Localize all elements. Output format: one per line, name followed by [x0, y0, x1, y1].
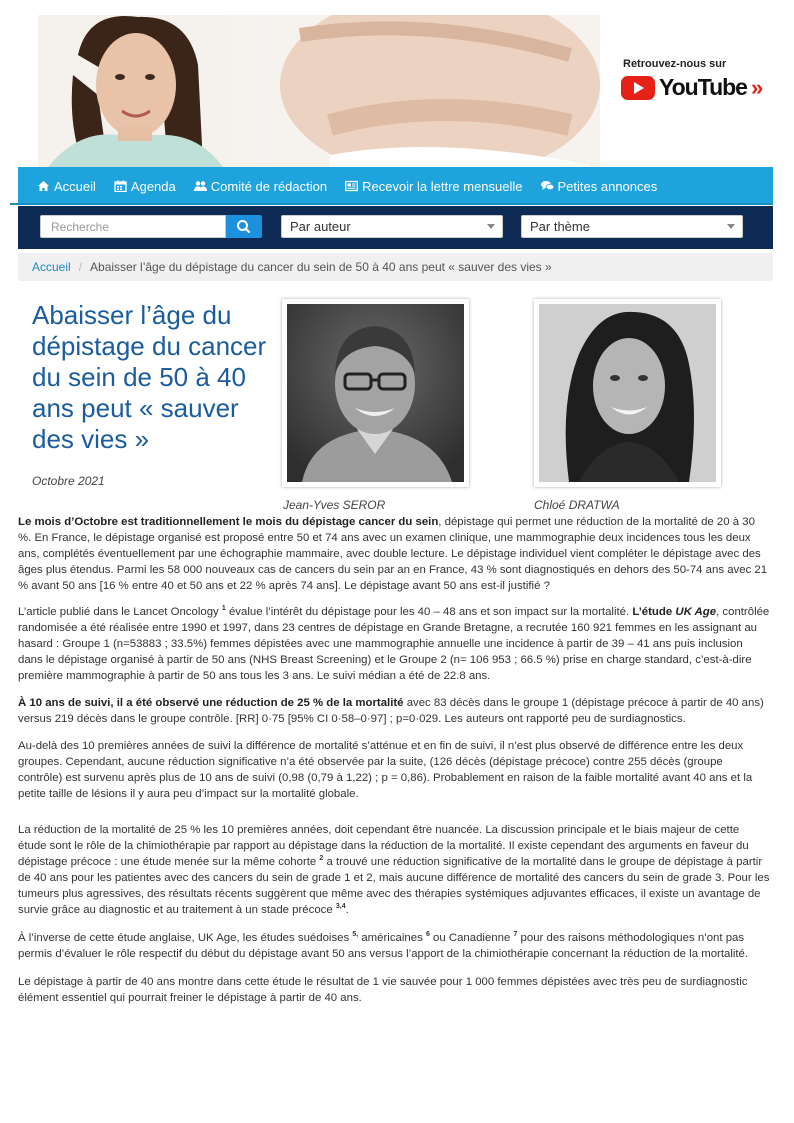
- article-paragraph-6: [18, 930, 770, 962]
- breadcrumb: [18, 253, 773, 281]
- paragraph-bold-italic: UK Age: [675, 606, 717, 618]
- youtube-promo[interactable]: [621, 58, 771, 101]
- theme-select[interactable]: [521, 215, 743, 238]
- search-input[interactable]: Recherche: [40, 215, 226, 238]
- article-title: Abaisser l’âge du dépistage du cancer du sein de 50 à 40 ans peut « sauver des vies »: [32, 300, 267, 454]
- chevron-down-icon: [487, 224, 495, 229]
- paragraph-bold-lead: À 10 ans de suivi, il a été observé une réduction de 25 % de la mortalité: [18, 697, 404, 709]
- woman-portrait-image: [539, 304, 716, 482]
- paragraph-bold: L’étude: [632, 606, 676, 618]
- article-paragraph-7: Le dépistage à partir de 40 ans montre dans cette étude le résultat de 1 vie sauvée pour 1 000 femmes dépistées avec très peu de surdiagnostic élément essentiel qui pourrait freiner le dépistage à partir de 40 ans.: [18, 976, 748, 1004]
- footnote-ref[interactable]: 2: [319, 855, 324, 863]
- footnote-ref[interactable]: 5,: [352, 931, 359, 939]
- pregnant-belly-image: [270, 15, 600, 167]
- author-select[interactable]: [281, 215, 503, 238]
- article-date: Octobre 2021: [32, 474, 105, 488]
- woman-portrait-image: [38, 15, 228, 167]
- footnote-ref[interactable]: 7: [513, 931, 518, 939]
- footnote-ref[interactable]: 6: [425, 931, 430, 939]
- author-photo-dratwa: [534, 299, 721, 487]
- chevron-down-icon: [727, 224, 735, 229]
- paragraph-text: , dépistage qui permet une réduction de la mortalité de 20 à 30 %. En France, le dépistage organisé est proposé entre 50 et 74 ans avec un examen clinique, une mammographie deux incidences tous les deux ans, complétés éventuellement par une échographie mammaire, avec double lecture. Le dépistage individuel vient compléter le dépistage avec des âges plus étendus. Parmi les 58 000 nouveaux cas de cancers du sein par an en France, 43 % sont diagnostiqués en dehors des 50-74 ans avec 21 % avant 50 ans [16 % entre 40 et 50 ans et 22 % après 74 ans]. Le dépistage avant 50 ans est-il justifié ?: [18, 516, 768, 592]
- breadcrumb-home-link[interactable]: Accueil: [32, 260, 71, 274]
- footnote-ref[interactable]: 3,4: [335, 903, 346, 911]
- paragraph-text: évalue l’intérêt du dépistage pour les 40 – 48 ans et son impact sur la mortalité.: [225, 606, 633, 618]
- newsletter-icon: [345, 180, 358, 192]
- double-chevron-right-icon: »: [750, 74, 764, 100]
- paragraph-text: L’article publié dans le Lancet Oncology: [18, 606, 222, 618]
- home-icon: [37, 180, 50, 192]
- paragraph-text: a trouvé une réduction significative de la mortalité dans le groupe de dépistage à partir de 40 ans pour les patientes avec des cancers du sein de grade 1 et 2, mais aucune différence de mortalité des cancers du sein de grade 3. Pour les tumeurs plus agressives, des résultats récents suggèrent que même avec des thérapies systémiques adjuvantes efficaces, il existe un avantage de survie grâce au diagnostic et au traitement à un stade précoce: [18, 856, 770, 916]
- author-photo-seror: [282, 299, 469, 487]
- man-portrait-image: [287, 304, 464, 482]
- nav-item-lettre[interactable]: [345, 179, 522, 194]
- paragraph-text: pour des raisons méthodologiques n’ont pas permis d’évaluer le rôle respectif du début du dépistage avant 50 ans versus l’apport de la chimiothérapie concernant la réduction de la mortalité.: [18, 932, 749, 960]
- footnote-ref[interactable]: 1: [221, 605, 226, 613]
- paragraph-text: La réduction de la mortalité de 25 % les 10 premières années, doit cependant être nuancée. La discussion principale et le biais majeur de cette étude sont le rôle de la chimiothérapie par rapport au dépistage dans la réduction de la mortalité. Il existe cependant des arguments en faveur du dépistage précoce : une étude menée sur la même cohorte: [18, 824, 749, 868]
- paragraph-text: À l’inverse de cette étude anglaise, UK Age, les études suédoises: [18, 932, 353, 944]
- paragraph-text: .: [345, 904, 349, 916]
- users-icon: [194, 180, 207, 192]
- paragraph-text: , contrôlée randomisée a été réalisée entre 1990 et 1997, dans 23 centres de dépistage en Grande Bretagne, a recrutée 160 921 femmes en les assignant au hasard : Groupe 1 (n=53883 ; 33.5%) femmes dépistées avec une mammographie annuelle une incidence à partir de 39 – 41 ans puis inclusion dans le dépistage organisé à partir de 50 ans (NHS Breast Screening) et le Groupe 2 (n= 106 953 ; 66.5 %) prise en charge standard, c’est-à-dire première mammographie à partir de 50 ans tous les 3 ans. Le suivi médian a été de 22.8 ans.: [18, 606, 770, 682]
- paragraph-text: avec 83 décès dans le groupe 1 (dépistage précoce à partir de 40 ans) versus 219 décès dans le groupe contrôle. [RR] 0·75 [95% CI 0·58–0·97] ; p=0·029. Les auteurs ont rapporté peu de surdiagnostics.: [18, 697, 764, 725]
- paragraph-bold-lead: Le mois d’Octobre est traditionnellement le mois du dépistage cancer du sein: [18, 516, 439, 528]
- article-paragraph-3: [18, 695, 770, 727]
- nav-item-annonces[interactable]: [541, 179, 658, 194]
- search-bar: [18, 206, 773, 249]
- nav-divider: [10, 203, 773, 205]
- article-paragraph-1: [18, 514, 770, 594]
- youtube-promo-text: Retrouvez-nous sur: [623, 58, 727, 70]
- author-select-value: Par auteur: [290, 219, 351, 234]
- header-banner: [38, 15, 773, 167]
- author-name-dratwa: Chloé DRATWA: [534, 498, 620, 512]
- paragraph-text: américaines: [358, 932, 426, 944]
- nav-item-accueil[interactable]: [37, 179, 96, 194]
- paragraph-text: ou Canadienne: [429, 932, 514, 944]
- theme-select-value: Par thème: [530, 219, 590, 234]
- nav-item-label: Recevoir la lettre mensuelle: [362, 178, 523, 194]
- youtube-play-icon: [621, 76, 655, 100]
- nav-item-comite[interactable]: [194, 179, 327, 194]
- breadcrumb-current: Abaisser l’âge du dépistage du cancer du sein de 50 à 40 ans peut « sauver des vies »: [90, 260, 552, 274]
- nav-item-label: Petites annonces: [557, 178, 658, 194]
- article-paragraph-4: Au-delà des 10 premières années de suivi la différence de mortalité s’atténue et en fin de suivi, il n’est plus observé de différence entre les deux groupes. Cependant, aucune réduction significative n’a été observée par la suite, (126 décès (dépistage précoce) contre 255 décès (groupe contrôle) est survenu après plus de 10 ans de suivi (0,98 (0,79 à 1,22) ; p = 0,86). Probablement en raison de la faible mortalité avant 40 ans et la petite taille de lésions il y aura peu d’impact sur la mortalité globale.: [18, 740, 753, 800]
- breadcrumb-separator: /: [78, 260, 83, 274]
- search-icon: [226, 215, 262, 238]
- youtube-wordmark: YouTube: [659, 74, 747, 100]
- nav-item-label: Comité de rédaction: [210, 178, 328, 194]
- nav-item-agenda[interactable]: [114, 179, 176, 194]
- main-nav: [18, 167, 773, 205]
- comments-icon: [541, 180, 554, 192]
- calendar-icon: [114, 180, 127, 192]
- nav-item-label: Accueil: [54, 178, 96, 194]
- article-paragraph-2: [18, 604, 770, 684]
- search-button[interactable]: [226, 215, 262, 238]
- author-name-seror: Jean-Yves SEROR: [283, 498, 386, 512]
- article-paragraph-5: [18, 822, 770, 918]
- nav-item-label: Agenda: [130, 178, 176, 194]
